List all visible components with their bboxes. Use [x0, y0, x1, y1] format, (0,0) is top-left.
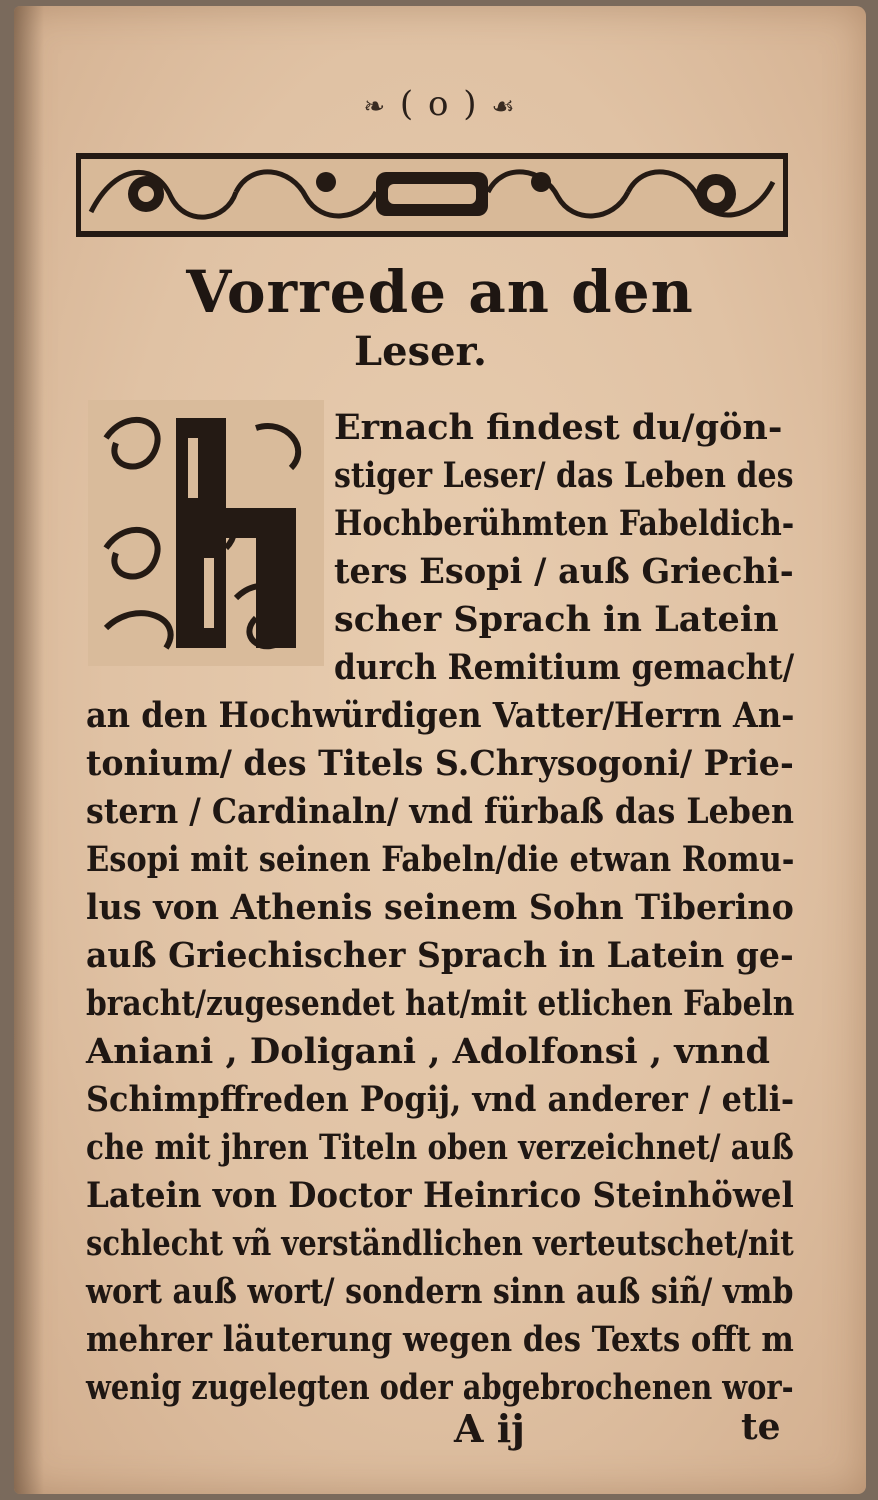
decorated-initial-h-icon	[86, 398, 326, 668]
text-line: Schimpffreden Pogij, vnd anderer / etli-	[86, 1079, 795, 1120]
text-line: auß Griechischer Sprach in Latein ge-	[86, 935, 794, 976]
text-line: stern / Cardinaln/ vnd fürbaß das Leben	[86, 791, 795, 832]
woodcut-ornament-band	[76, 152, 788, 238]
text-line: Latein von Doctor Heinrico Steinhöwel	[86, 1175, 794, 1216]
flourish-right-icon: ☙	[491, 92, 517, 122]
text-line: mehrer läuterung wegen des Texts offt m	[86, 1319, 794, 1360]
text-line: durch Remitium gemacht/	[334, 647, 795, 688]
text-line: schlecht vñ verständlichen verteutschet/nit	[86, 1223, 794, 1264]
page-marker: ( o )	[399, 84, 479, 124]
text-line: wort auß wort/ sondern sinn auß siñ/ vmb	[86, 1271, 794, 1312]
text-line: Esopi mit seinen Fabeln/die etwan Romu-	[86, 839, 795, 880]
page-header	[14, 84, 866, 124]
text-line: ters Esopi / auß Griechi-	[334, 551, 794, 592]
signature-mark: A ij	[454, 1406, 525, 1451]
text-line: Aniani , Doligani , Adolfonsi , vnnd	[86, 1031, 770, 1072]
text-line: tonium/ des Titels S.Chrysogoni/ Prie-	[86, 743, 794, 784]
catchword: te	[741, 1406, 781, 1448]
text-line: bracht/zugesendet hat/mit etlichen Fabeln	[86, 983, 795, 1024]
text-line: scher Sprach in Latein	[334, 599, 779, 640]
flourish-left-icon: ❧	[363, 92, 388, 122]
text-line: wenig zugelegten oder abgebrochenen wor-	[86, 1367, 794, 1408]
text-line: Hochberühmten Fabeldich-	[334, 503, 795, 544]
text-line: che mit jhren Titeln oben verzeichnet/ auß	[86, 1127, 794, 1168]
text-line: lus von Athenis seinem Sohn Tiberino	[86, 887, 794, 928]
page-subtitle: Leser.	[354, 328, 487, 375]
text-line: an den Hochwürdigen Vatter/Herrn An-	[86, 695, 795, 736]
book-page	[14, 6, 866, 1494]
text-line: Ernach findest du/gön-	[334, 407, 783, 448]
page-title: Vorrede an den	[186, 258, 694, 326]
text-line: stiger Leser/ das Leben des	[334, 455, 794, 496]
